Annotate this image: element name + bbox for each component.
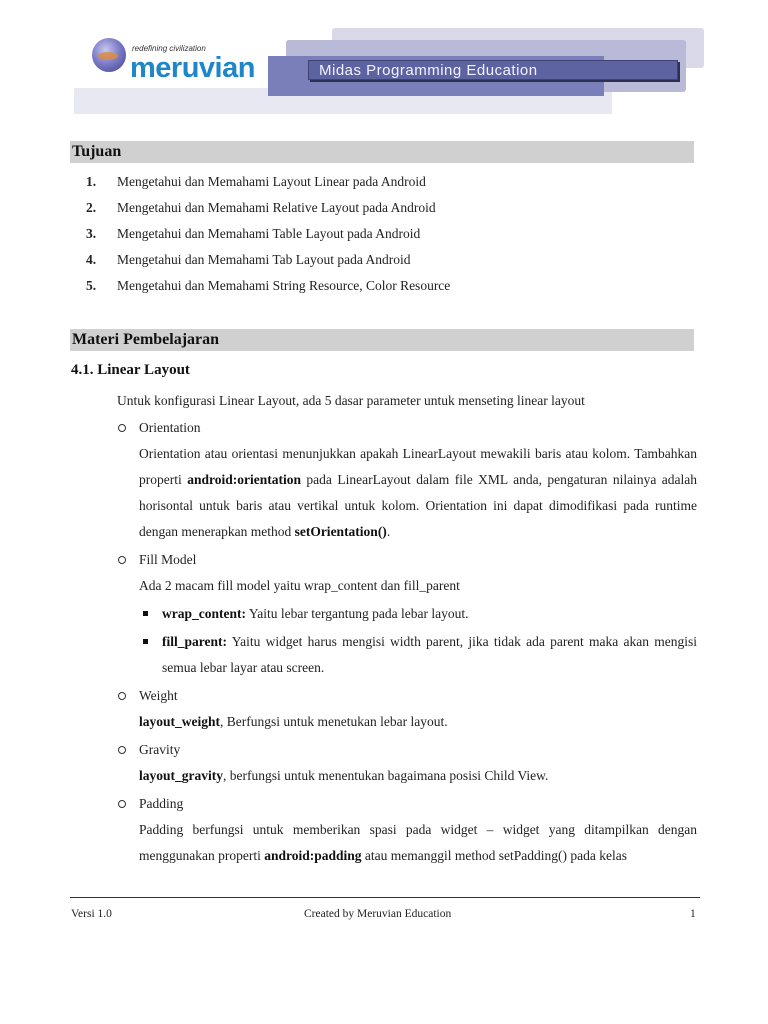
logo-tagline: redefining civilization: [132, 44, 206, 53]
orientation-paragraph: [139, 441, 697, 545]
fill-parent-item: [162, 629, 697, 681]
paragraph-text: .: [386, 524, 391, 539]
item-number: 5.: [86, 278, 97, 293]
paragraph-text: , berfungsi untuk menentukan bagaimana posisi Child View.: [223, 768, 549, 783]
param-title-fill-model: Fill Model: [139, 552, 197, 567]
weight-description: [139, 709, 448, 735]
objectives-list: [86, 172, 450, 302]
globe-icon: [92, 38, 126, 72]
section-heading-materi: Materi Pembelajaran: [70, 329, 694, 351]
param-title-orientation: Orientation: [139, 420, 201, 435]
item-number: 4.: [86, 252, 97, 267]
padding-paragraph: [139, 817, 697, 869]
intro-text: Untuk konfigurasi Linear Layout, ada 5 dasar parameter untuk menseting linear layout: [117, 393, 585, 408]
fill-model-intro: Ada 2 macam fill model yaitu wrap_content dan fill_parent: [139, 578, 460, 593]
footer-divider: [70, 897, 700, 898]
code-term: layout_gravity: [139, 768, 223, 783]
code-term: setOrientation(): [294, 524, 387, 539]
code-term: android:orientation: [187, 472, 301, 487]
circle-bullet-icon: [118, 556, 126, 564]
wrap-content-item: [162, 601, 697, 627]
item-text: Mengetahui dan Memahami Table Layout pada Android: [117, 226, 421, 241]
item-text: Mengetahui dan Memahami Layout Linear pada Android: [117, 174, 426, 189]
item-text: Mengetahui dan Memahami Tab Layout pada Android: [117, 252, 411, 267]
param-title-gravity: Gravity: [139, 742, 181, 757]
square-bullet-icon: [143, 639, 148, 644]
gravity-description: [139, 763, 548, 789]
footer-credit: Created by Meruvian Education: [304, 908, 452, 920]
paragraph-text: pada LinearLayout dalam file XML anda, pengaturan nilainya adalah horisontal untuk baris atau vertikal untuk kolom. Orientation ini dapat dimodifikasi pada runtime dengan menerapkan method: [139, 472, 697, 539]
paragraph-text: Yaitu widget harus mengisi width parent, jika tidak ada parent maka akan mengisi semua lebar layar atau screen.: [162, 634, 697, 675]
code-term: android:padding: [264, 848, 362, 863]
param-title-weight: Weight: [139, 688, 178, 703]
footer-version: Versi 1.0: [71, 908, 112, 920]
code-term: fill_parent:: [162, 634, 227, 649]
paragraph-text: , Berfungsi untuk menetukan lebar layout.: [220, 714, 448, 729]
page-number: 1: [690, 908, 696, 920]
item-number: 3.: [86, 226, 97, 241]
header-banner: [70, 26, 710, 116]
param-title-padding: Padding: [139, 796, 184, 811]
circle-bullet-icon: [118, 746, 126, 754]
item-number: 2.: [86, 200, 97, 215]
paragraph-text: atau memanggil method setPadding() pada kelas: [361, 848, 627, 863]
list-item: [86, 224, 450, 250]
subsection-heading: 4.1. Linear Layout: [71, 362, 190, 378]
meruvian-logo: [88, 34, 258, 86]
banner-title: Midas Programming Education: [308, 60, 678, 80]
item-text: Mengetahui dan Memahami Relative Layout pada Android: [117, 200, 436, 215]
circle-bullet-icon: [118, 692, 126, 700]
code-term: wrap_content:: [162, 606, 246, 621]
paragraph-text: Yaitu lebar tergantung pada lebar layout.: [246, 606, 469, 621]
code-term: layout_weight: [139, 714, 220, 729]
circle-bullet-icon: [118, 424, 126, 432]
item-number: 1.: [86, 174, 97, 189]
paragraph-text: Padding berfungsi untuk memberikan spasi pada widget – widget yang ditampilkan dengan menggunakan properti: [139, 822, 697, 863]
circle-bullet-icon: [118, 800, 126, 808]
list-item: [86, 172, 450, 198]
item-text: Mengetahui dan Memahami String Resource, Color Resource: [117, 278, 451, 293]
section-heading-tujuan: Tujuan: [70, 141, 694, 163]
list-item: [86, 198, 450, 224]
paragraph-text: Orientation atau orientasi menunjukkan apakah LinearLayout mewakili baris atau kolom. Tambahkan properti: [139, 446, 697, 487]
list-item: [86, 276, 450, 302]
square-bullet-icon: [143, 611, 148, 616]
logo-wordmark: meruvian: [130, 52, 255, 84]
list-item: [86, 250, 450, 276]
